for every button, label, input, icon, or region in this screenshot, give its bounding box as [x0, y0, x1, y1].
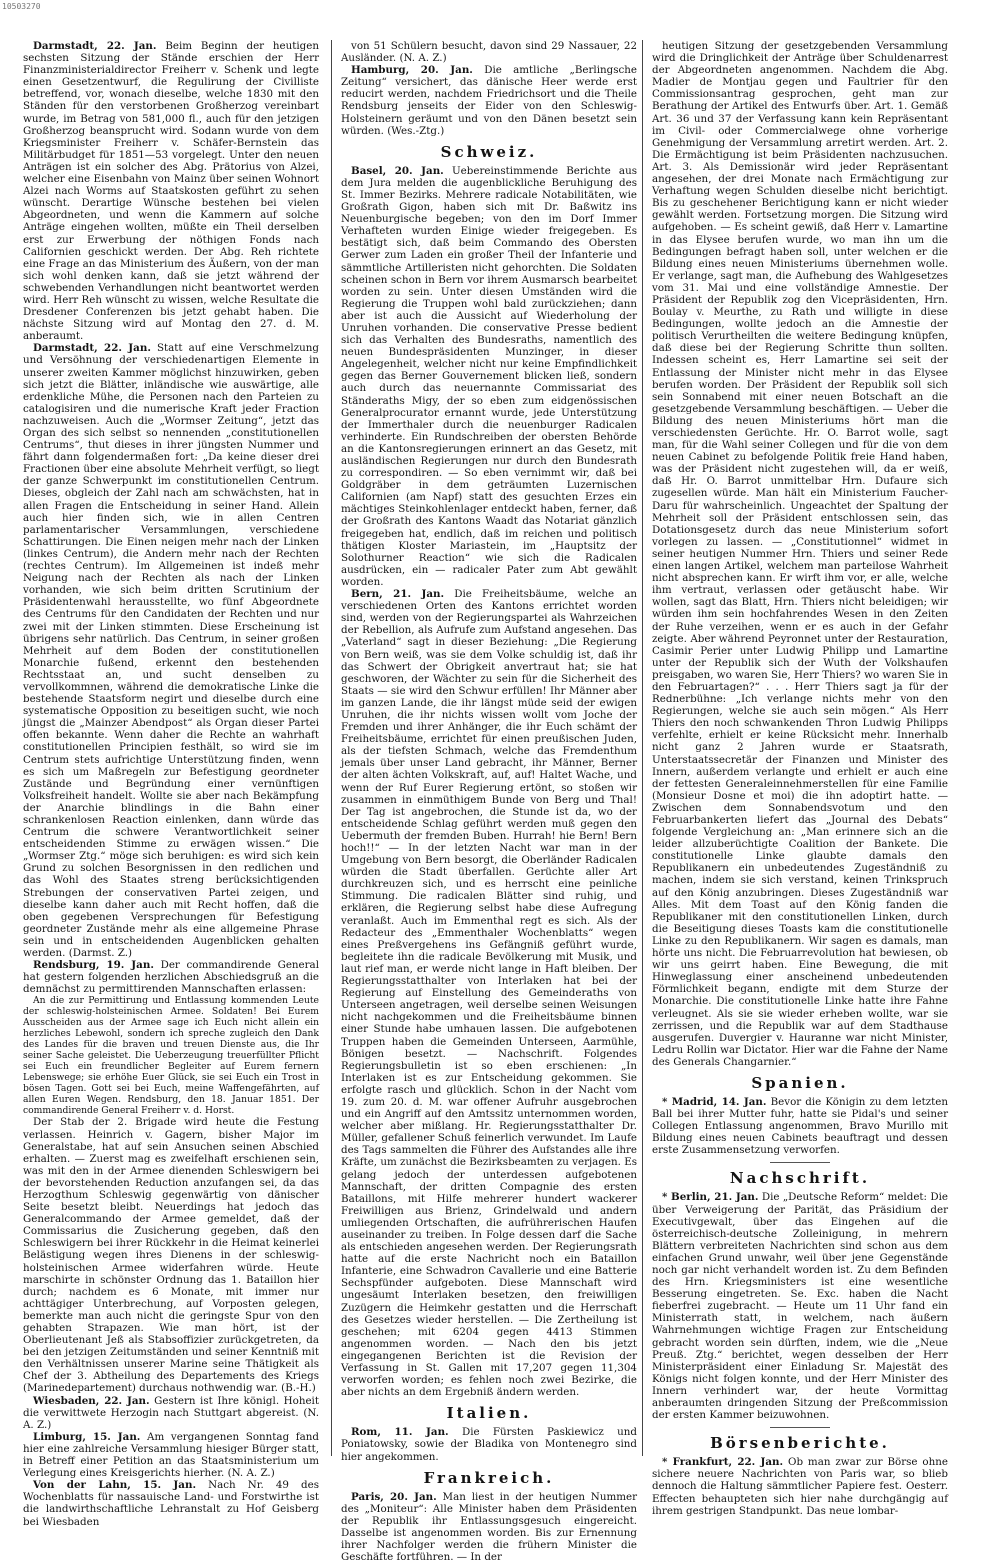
article-paragraph [23, 1395, 319, 1431]
article-paragraph [652, 40, 948, 1068]
article-text: Beim Beginn der heutigen sechsten Sitzung der Stände erschien der Herr Finanzministerialdirector Freiherr v. Schenk und legte einen Gesetzentwurf, die Regulirung der Civilliste betreffend, vor, wonach dieselbe, welche 1830 mit den Ständen für den verstorbenen Großherzog vereinbart wurde, im Betrag von 581,000 fl., auch für den jetzigen Großherzog beansprucht wird. Sodann wurde von dem Kriegsminister Freiherr v. Schäfer-Bernstein das Militärbudget für 1851—53 vorgelegt. Unter den neuen Anträgen ist ein solcher des Abg. Prätorius von Alzei, welcher eine Eisenbahn von Mainz über seinen Wohnort Alzei nach Worms auf Staatskosten geführt zu sehen wünscht. Derartige Wünsche bestehen bei vielen Abgeordneten, und wenn die Kammern auf solche Anträge eingehen wollten, müßte ein Theil derselben erst zur Erwerbung der nöthigen Fonds nach Californien geschickt werden. Der Abg. Reh richtete eine Frage an das Ministerium des Äußern, von der man sich wohl denken kann, daß sie jetzt während der schwebenden Verhandlungen nicht beantwortet werden wird. Herr Reh wünscht zu wissen, welche Resultate die Dresdener Conferenzen bis jetzt gehabt haben. Die nächste Sitzung wird auf Montag den 27. d. M. anberaumt. [23, 40, 320, 343]
article-text: Am vergangenen Sonntag fand hier eine zahlreiche Versammlung hiesiger Bürger statt, in Betreff einer Petition an das Staatsministerium um Verlegung eines Kreisgerichts hierher. (N. A. Z.) [23, 1430, 319, 1480]
article-paragraph [652, 1191, 948, 1421]
article-text: Uebereinstimmende Berichte aus dem Jura melden die augenblickliche Beruhigung des St. Immer Bezirks. Mehrere radicale Notabilitäten, wie Großrath Gigon, haben sich mit Dr. Baßwitz ins Neuenburgische begeben; von den im Dorf Immer Verhafteten wurden Einige wieder freigegeben. Es bestätigt sich, daß beim Commando des Obersten Gerwer zum Laden ein großer Theil der Infanterie und sämmtliche Artilleristen nicht gehorchten. Die Soldaten scheinen schon in Bern vor ihrem Ausmarsch bearbeitet worden zu sein. Unter diesen Umständen wird die Regierung die Truppen wohl bald zurückziehen; dann aber ist auch die Aussicht auf Wiederholung der Unruhen vorhanden. Die conservative Presse bedient sich das Verhalten des Bundesraths, namentlich des neuen Bundespräsidenten Munzinger, in dieser Angelegenheit, welcher nicht nur keine Empfindlichkeit gegen das Berner Gouvernement blicken ließ, sondern auch durch das neuernannte Commissariat des Ständeraths Migy, der so eben zum eidgenössischen Generalprocurator ernannt wurde, jede Unterstützung der Immerthaler durch die neuenburger Radicalen verhinderte. Ein Rundschreiben der obersten Behörde an die Kantonsregierungen erinnert an das Gesetz, mit ausländischen Regierungen nur durch den Bundesrath zu correspondiren. — So eben vernimmt wir, daß bei Goldgräber in dem geträumten Luzernischen Californien (am Napf) statt des gesuchten Erzes ein mächtiges Steinkohlenlager entdeckt haben, ferner, daß der Großrath des Kantons Waadt das Notariat gänzlich freigegeben hat, endlich, daß im reichen und politisch thätigen Kloster Mariastein, im „Hauptsitz der Solothurner Reaction“ wie sich die Radicalen ausdrücken, ein — radicaler Pater zum Abt gewählt worden. [341, 164, 637, 588]
article-paragraph [23, 959, 319, 995]
column-3 [652, 40, 949, 1517]
column-1 [23, 40, 320, 1528]
dateline: Basel, 20. Jan. [351, 164, 444, 177]
dateline: Darmstadt, 22. Jan. [33, 40, 157, 52]
article-text: An die zur Permittirung und Entlassung kommenden Leute der schleswig-holsteinischen Armee. Soldaten! Bei Eurem Ausscheiden aus der Armee sage ich Euch nicht allein ein herzliches Lebewohl, sondern ich spreche zugleich den Dank des Landes für die braven und treuen Dienste aus, die Ihr seiner Sache geleistet. Die Ueberzeugung treuerfüllter Pflicht sei Euch ein freundlicher Begleiter auf Eurem fernern Lebenswege; sie erhöhe Euer Glück, sie sei Euch ein Trost in bösen Tagen. Gott sei bei Euch, meine Waffengefährten, auf allen Euren Wegen. Rendsburg, den 18. Januar 1851. Der commandirende General Freiherr v. d. Horst. [23, 995, 319, 1117]
article-paragraph [341, 1491, 637, 1563]
article-paragraph [23, 1431, 319, 1479]
article-paragraph [652, 1456, 948, 1516]
article-paragraph [341, 165, 637, 588]
article-paragraph [341, 1426, 637, 1462]
article-text: Die Fürsten Paskiewicz und Poniatowsky, sowie der Bladika von Montenegro sind hier angekommen. [341, 1426, 637, 1463]
dateline: * Frankfurt, 22. Jan. [662, 1456, 784, 1469]
article-text: heutigen Sitzung der gesetzgebenden Versammlung wird die Dringlichkeit der Anträge über Schuldenarrest der Abgeordneten angenommen. Nachdem die Abg. Madier de Montjau gegen und Faultrier für den Commissionsantrag gesprochen, geht man zur Berathung der Artikel des Entwurfs über. Art. 1. Gemäß Art. 36 und 37 der Verfassung kann kein Repräsentant im Civil- oder Commercialwege ohne vorherige Genehmigung der Versammlung arretirt werden. Art. 2. Die Ermächtigung ist beim Präsidenten nachzusuchen. Art. 3. Als Demissionär wird jeder Repräsentant angesehen, der drei Monate nach Ermächtigung zur Verhaftung wegen Schulden dieselbe nicht berichtigt. Bis zu geschehener Berichtigung kann er nicht wieder gewählt werden. Fortsetzung morgen. Die Sitzung wird aufgehoben. — Es scheint gewiß, daß Herr v. Lamartine in das Elysee berufen wurde, wo man ihn um die Bedingungen befragt haben soll, unter welchen er die Bildung eines neuen Ministeriums übernehmen wolle. Er verlange, sagt man, die Aufhebung des Wahlgesetzes vom 31. Mai und eine vollständige Amnestie. Der Präsident der Republik zog den Vicepräsidenten, Hrn. Boulay v. Meurthe, zu Rath und willigte in diese Bedingungen, wollte jedoch an die Amnestie der politisch Verurtheilten die weitere Bedingung knüpfen, daß diese bei der Regierung Schritte thun sollten. Indessen scheint es, Herr Lamartine sei seit der Entlassung der Minister nicht mehr in das Elysee berufen worden. Der Präsident der Republik soll sich sein Sonnabend mit einer neuen Botschaft an die gesetzgebende Versammlung beschäftigen. — Ueber die Bildung des neuen Ministeriums hört man die verschiedensten Gerüchte. Hr. O. Barrot wolle, sagt man, für die Wahl seiner Collegen und für die von dem neuen Cabinet zu befolgende Politik freie Hand haben, was der Präsident nicht zugestehen will, da er weiß, daß Hr. O. Barrot unmittelbar Hrn. Dufaure sich zugesellen würde. Man hält ein Ministerium Faucher-Daru für wahrscheinlich. Ungeachtet der Spaltung der Mehrheit soll der Präsident entschlossen sein, das Dotationsgesetz durch das neue Ministerium sofort vorlegen zu lassen. — „Constitutionnel“ widmet in seiner heutigen Nummer Hrn. Thiers und seiner Rede einen langen Artikel, welchem man parteilose Wahrheit nicht absprechen kann. Er wirft ihm vor, er alle, welche ihm vertraut, verlassen oder getäuscht habe. Wir wollen, sagt das Blatt, Hrn. Thiers nicht beleidigen; wir würden ihm sein hochfahrendes Wesen in den Zeiten der Ruhe verzeihen, wenn er es auch in der Gefahr zeigte. Aber während Peyronnet unter der Restauration, Casimir Perier unter Ludwig Philipp und Lamartine unter der Republik sich der Wuth der Volkshaufen preisgaben, wo waren Sie, Herr Thiers? wo waren Sie in den Februartagen?“ . . . Herr Thiers sagt ja für der Rednerbühne: „Ich verlange nichts mehr von den Regierungen, welche sie auch sein mögen.“ Als Herr Thiers den noch schwankenden Thron Ludwig Philipps verfehlte, erhielt er keine Rücksicht mehr. Innerhalb nicht ganz 2 Jahren wurde er Staatsrath, Unterstaatssecretär der Finanzen und Minister des Innern, außerdem verlangte und erhielt er auch eine der fettesten Generaleinnehmerstellen für eine Familie (Monsieur Dosne et moi) die ihn adoptirt hatte. — Zwischen dem Sonnabendsvotum und den Februarbankerten liefert das „Journal des Debats“ folgende Vergleichung an: „Man erinnere sich an die leider allzuberüchtigte Coalition der Bankete. Die constitutionelle Linke glaubte damals den Republikanern ein unbedeutendes Zugeständniß zu machen, indem sie sich verstand, keinen Trinkspruch auf den König anzubringen. Dieses Zugeständniß war Alles. Mit dem Toast auf den König fanden die Republikaner mit den constitutionellen Linken, durch die Beseitigung dieses Toasts kam die constitutionelle Linke zu den Republikanern. Wir sagen es damals, man hörte uns nicht. Die Februarrevolution hat bewiesen, ob wir uns geirrt haben. Eine Bewegung, die mit Hinweglassung einer anscheinend unbedeutenden Förmlichkeit begann, endigte mit dem Sturze der Monarchie. Die constitutionelle Linke hatte ihre Fahne verleugnet. Als sie sie wieder erheben wollte, war sie zerrissen, und die Republik war auf dem Stadthause ausgerufen. Duvergier v. Hauranne war nicht Minister, Ledru Rollin war Dictator. Hier war die Fahne der Name des Generals Changarnier.“ [652, 40, 948, 1068]
article-paragraph [341, 64, 637, 137]
column-rule-right [642, 40, 643, 1456]
section-divider [770, 1427, 830, 1428]
document-id: 10503270 [2, 2, 41, 11]
dateline: Rendsburg, 19. Jan. [33, 959, 154, 972]
article-text: Ob man zwar zur Börse ohne sichere neuere Nachrichten von Paris war, so blieb dennoch die Haltung sämmtlicher Papiere fest. Oesterr. Effecten behaupteten sich hier nahe durchgängig auf ihrem gestrigen Standpunkt. Das neue lombar- [652, 1456, 948, 1517]
dateline: Wiesbaden, 22. Jan. [33, 1394, 150, 1407]
article-paragraph [341, 40, 637, 64]
section-heading: Spanien. [751, 1073, 849, 1092]
column-2 [341, 40, 638, 1563]
article-paragraph [23, 40, 319, 342]
quoted-proclamation [23, 995, 319, 1116]
dateline: * Berlin, 21. Jan. [662, 1191, 759, 1204]
section-divider [770, 1162, 830, 1163]
dateline: Hamburg, 20. Jan. [351, 64, 473, 77]
dateline: Rom, 11. Jan. [351, 1426, 449, 1439]
dateline: Von der Lahn, 15. Jan. [33, 1479, 197, 1492]
dateline: Paris, 20. Jan. [351, 1490, 437, 1503]
article-text: Die Freiheitsbäume, welche an verschiedenen Orten des Kantons errichtet worden sind, werden von der Regierungspartei als Wahrzeichen der Rebellion, als Aufrufe zum Aufstand angesehen. Das „Vaterland“ sagt in dieser Beziehung: „Die Regierung von Bern weiß, was sie dem Volke schuldig ist, daß ihr das Schwert der Obrigkeit anvertraut hat; sie hat geschworen, der Wächter zu sein für die Sicherheit des Staats — sie wird den Schwur erfüllen! Ihr Männer aber im ganzen Lande, die ihr längst müde seid der ewigen Unruhen, die ihr nichts wissen wollt vom Joche der Fremden und ihrer Anhänger, die ihr Euch schämt der Freiheitsbäume, errichtet für einen preußischen Juden, als der tiefsten Schmach, welche das Fremdenthum jemals über unser Land gebracht, ihr Männer, Berner der alten ächten Volkskraft, auf, auf! Haltet Wache, und wenn der Ruf Eurer Regierung ertönt, so stoßen wir zusammen in einmüthigem Bunde von Berg und Thal! Der Tag ist angebrochen, die Stunde ist da, wo der entscheidende Schlag geführt werden muß gegen den Uebermuth der fremden Buben. Hurrah! hie Bern! Bern hoch!!“ — In der letzten Nacht war man in der Umgebung von Bern besorgt, die Oberländer Radicalen würden die Stadt überfallen. Gerüchte aller Art durchkreuzen sich, und es herrscht eine peinliche Stimmung. Die radicalen Blätter sind ruhig, und erklären, die Regierung selbst habe diese Aufregung veranlaßt. Auch im Emmenthal regt es sich. Als der Redacteur des „Emmenthaler Wochenblatts“ wegen eines Preßvergehens ins Gefängniß geführt wurde, begleitete ihn die radicale Bevölkerung mit Musik, und laut rief man, er werde nicht lange in Haft bleiben. Der Regierungsstatthalter von Interlaken hat bei der Regierung auf Einstellung des Gemeinderaths von Unterseen angetragen, weil derselbe seinen Weisungen nicht nachgekommen und die Freiheitsbäume binnen einer Stunde habe umhauen lassen. Die aufgebotenen Truppen haben die Gemeinden Unterseen, Aarmühle, Bönigen besetzt. — Nachschrift. Folgendes Regierungsbulletin ist so eben erschienen: „In Interlaken ist es zur Entscheidung gekommen. Sie erfolgte rasch und glücklich. Schon in der Nacht vom 19. zum 20. d. M. war offener Aufruhr ausgebrochen und ein Angriff auf den Amtssitz unternommen worden, welcher aber mißlang. Hr. Regierungsstatthalter Dr. Müller, gefallener Schuß feinerlich verwundet. Im Laufe des Tags sammelten die Führer des Aufstandes alle ihre Kräfte, um zunächst die Bezirksbeamten zu verjagen. Es gelang jedoch der unterdessen aufgebotenen Mannschaft, der dritten Compagnie des ersten Bataillons, mit Hilfe mehrerer hundert wackerer Freiwilligen aus Brienz, Grindelwald und andern umliegenden Ortschaften, die aufrührerischen Haufen auseinander zu treiben. In Folge dessen darf die Sache als entschieden angesehen werden. Der Regierungsrath hatte auf die erste Nachricht noch ein Bataillon Infanterie, eine Schwadron Cavallerie und eine Batterie Sechspfünder aufgeboten. Diese Mannschaft wird ungesäumt Interlaken besetzen, den freiwilligen Zuzügern die Heimkehr gestatten und die Herrschaft des Gesetzes wieder herstellen. — Die Zertheilung ist geschehen; mit 6204 gegen 4413 Stimmen angenommen worden. — Nach den bis jetzt eingegangenen Berichten ist die Revision der Verfassung in St. Gallen mit 17,207 gegen 11,304 verworfen worden; es fehlen noch zwei Bezirke, die aber nichts an dem Ergebniß ändern werden. [341, 588, 638, 1399]
section-heading: Italien. [446, 1404, 532, 1423]
article-text: Gestern ist Ihre königl. Hoheit die verwittwete Herzogin nach Stuttgart abgereist. (N. A. Z.) [23, 1394, 319, 1431]
article-text: Die „Deutsche Reform“ meldet: Die über Verweigerung der Parität, das Präsidium der Executivgewalt, über das Eingehen auf die österreichisch-deutsche Zolleinigung, in mehrern Blättern verbreiteten Nachrichten sind schon aus dem einfachen Grund unwahr, weil über jene Gegenstände noch gar nicht verhandelt worden ist. Zu dem Befinden des Hrn. Kriegsministers ist eine wesentliche Besserung eingetreten. Se. Exc. haben die Nacht fieberfrei zugebracht. — Heute um 11 Uhr fand ein Ministerrath statt, in welchem, nach äußern Wahrnehmungen wichtige Fragen zur Entscheidung gebracht worden sein dürften, indem, wie die „Neue Preuß. Ztg.“ berichtet, wegen desselben der Herr Ministerpräsident einer Einladung Sr. Majestät des Königs nicht folgen konnte, und der Herr Minister des Innern verhindert war, der heute Vormittag anberaumten dringenden Sitzung der Preßcommission der ersten Kammer beizuwohnen. [652, 1191, 949, 1422]
article-text: Der commandirende General hat gestern folgenden herzlichen Abschiedsgruß an die demnächst zu permittirenden Mannschaften erlassen: [23, 959, 319, 996]
article-text: Der Stab der 2. Brigade wird heute die Festung verlassen. Heinrich v. Gagern, bisher Major im Generalstabe, hat auf sein Ansuchen seinen Abschied erhalten. — Zuerst mag es zweifelhaft erschienen sein, was mit den in der Armee dienenden Schleswigern bei der bevorstehenden Reduction anzufangen sei, da das Herzogthum Schleswig gegenwärtig von dänischer Seite besetzt bleibt. Neuerdings hat jedoch das Generalcommando der Armee gemeldet, daß der Commissarius die Zusicherung gegeben, daß den Schleswigern bei ihrer Rückkehr in die Heimat keinerlei Belästigung wegen ihres Dienens in der schleswig-holsteinischen Armee widerfahren würde. Heute marschirte in schönster Ordnung das 1. Bataillon hier durch; nachdem es 6 Monate, mit immer nur achttägiger Unterbrechung, auf Vorposten gelegen, bemerkte man auch nicht die geringste Spur von den gehabten Strapazen. Wie man hört, ist der Oberlieutenant Jeß als Stabsoffizier zurückgetreten, da bei den jetzigen Zeitumständen und seiner Kenntniß mit den Verhältnissen unserer Marine seine Thätigkeit als Chef der 3. Abtheilung des Departements des Kriegs (Marinedepartement) durchaus nothwendig war. (B.-H.) [23, 1116, 319, 1395]
dateline: Bern, 21. Jan. [351, 588, 445, 601]
article-text: Bevor die Königin zu dem letzten Ball bei ihrer Mutter fuhr, hatte sie Pidal's und seiner Collegen Entlassung angenommen, Bravo Murillo mit Bildung eines neuen Cabinets beauftragt und dessen erste Zusammensetzung verworfen. [652, 1095, 948, 1157]
article-paragraph [652, 1096, 948, 1156]
dateline: Limburg, 15. Jan. [33, 1430, 141, 1443]
section-heading: Nachschrift. [729, 1169, 871, 1188]
article-text: von 51 Schülern besucht, davon sind 29 Nassauer, 22 Ausländer. (N. A. Z.) [341, 40, 637, 65]
article-text: Man liest in der heutigen Nummer des „Moniteur“: Alle Minister haben dem Präsidenten der Republik ihr Entlassungsgesuch eingereicht. Dasselbe ist angenommen worden. Bis zur Ernennung ihrer Nachfolger werden die frühern Minister die Geschäfte fortführen. — In der [341, 1490, 637, 1563]
article-paragraph [341, 588, 637, 1398]
section-heading: Frankreich. [423, 1468, 555, 1487]
article-text: Nach Nr. 49 des Wochenblatts für nassauische Land- und Forstwirthe ist die landwirthschaftliche Lehranstalt zu Hof Geisberg bei Wiesbaden [23, 1479, 319, 1528]
dateline: * Madrid, 14. Jan. [662, 1095, 767, 1108]
article-paragraph [23, 1479, 319, 1527]
article-paragraph [23, 1116, 319, 1394]
article-text: Statt auf eine Verschmelzung und Versöhnung der verschiedenartigen Elemente in unserer zweiten Kammer möglichst hinzuwirken, geben sich jetzt die Blätter, inländische wie auswärtige, alle erdenkliche Mühe, die Personen nach den Parteien zu catalogisiren und die numerische Kraft jeder Fraction nachzuweisen. Auch die „Wormser Zeitung“, jetzt das Organ des sich selbst so nennenden „constitutionellen Centrums“, thut dieses in ihrer jüngsten Nummer und fährt dann folgendermaßen fort: „Da keine dieser drei Fractionen über eine absolute Mehrheit verfügt, so liegt der ganze Schwerpunkt im constitutionellen Centrum. Dieses, obgleich der Zahl nach am schwächsten, hat in allen Fragen die Entscheidung in seiner Hand. Allein auch hier finden sich, wie in allen Centren parlamentarischer Versammlungen, verschiedene Schattirungen. Die Einen neigen mehr nach der Linken (linkes Centrum), die Andern mehr nach der Rechten (rechtes Centrum). Im Allgemeinen ist indeß mehr Neigung nach der Rechten als nach der Linken vorhanden, wie sich beim dritten Scrutinium der Präsidentenwahl herausstellte, wo fünf Abgeordnete des Centrums für den Candidaten der Rechten und nur zwei mit der Linken stimmten. Diese Erscheinung ist übrigens sehr natürlich. Das Centrum, in seiner großen Mehrheit auf dem Boden der constitutionellen Monarchie fußend, erkennt den bestehenden Rechtsstaat an, und sucht denselben zu vervollkommnen, während die demokratische Linke die bestehende Staatsform negirt und dieselbe durch eine systematische Opposition zu beseitigen sucht, wie noch jüngst die „Mainzer Abendpost“ als Organ dieser Partei offen bekannte. Wenn daher die Rechte an wahrhaft constitutionellen Principien festhält, so wird sie im Centrum stets aufrichtige Unterstützung finden, wenn es sich um Maßregeln zur Befestigung geordneter Zustände und Begründung einer vernünftigen Volksfreiheit handelt. Wollte sie aber nach Bekämpfung der Anarchie blindlings in die Bahn einer schrankenlosen Reaction einlenken, dann würde das Centrum die schwere Verantwortlichkeit seiner entscheidenden Stimme zu erwägen wissen.“ Die „Wormser Ztg.“ möge sich beruhigen: es wird sich kein Grund zu solchen Besorgnissen in den redlichen und das Wohl des Staates streng berücksichtigenden Strebungen der conservativen Partei zeigen, und dieselbe kann daher auch mit Recht hoffen, daß die oben gegebenen Versprechungen für Befestigung geordneter Zustände mehr als eine allgemeine Phrase sein und in entscheidenden Augenblicken gehalten werden. (Darmst. Z.) [23, 342, 319, 960]
column-rule-left [331, 40, 332, 1456]
dateline: Darmstadt, 22. Jan. [33, 342, 151, 355]
article-text: Die amtliche „Berlingsche Zeitung“ versichert, das dänische Heer werde erst reducirt werden, nachdem Friedrichsort und die Theile Rendsburg jenseits der Eider von den Schleswig-Holsteinern geräumt und von den Dänen besetzt sein würden. (Wes.-Ztg.) [341, 64, 638, 137]
section-heading: Schweiz. [440, 142, 538, 161]
article-paragraph [23, 342, 319, 959]
section-heading: Börsenberichte. [710, 1434, 890, 1453]
